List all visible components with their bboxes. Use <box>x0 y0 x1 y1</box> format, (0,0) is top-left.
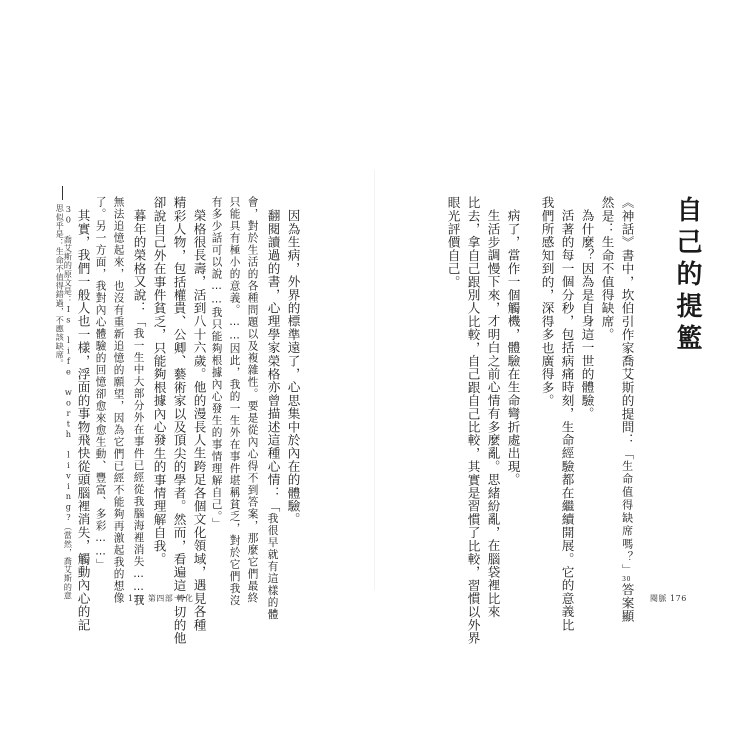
footnote: 30 喬艾斯的原文是：Is life worth living?（當然，喬艾斯的意思似乎是：生命不值得錯過，不應該缺席。 <box>55 204 74 600</box>
body-column: 《神話》書中，坎伯引作家喬艾斯的提問：「生命值得缺席嗎？」30答案顯 <box>619 196 635 623</box>
quote-column: 會，對於生活的各種問題以及複雜性。要是從內心得不到答案，那麼它們最終 <box>246 196 259 604</box>
quote-column: 只能具有極小的意義。……因此，我的一生外在事件堪稱貧乏，對於它們我沒 <box>228 196 241 607</box>
page-folio: 177 第四部 轉化 <box>128 594 194 603</box>
body-column: 眼光評價自己。 <box>445 196 461 289</box>
quote-column: 無法追憶起來，也沒有重新追憶的願望，因為它們已經不能夠再激起我的想像 <box>112 196 125 604</box>
body-column: 生活步調慢下來，才明白之前心情有多麼亂。思緒紛亂，在腦袋裡比來 <box>485 209 501 619</box>
page-folio: 閱脈 176 <box>650 594 687 603</box>
footnote-ref: 30 <box>622 576 632 583</box>
body-column: 因為生病，外界的標準遠了，心思集中於內在的體驗。 <box>285 209 301 526</box>
body-column: 其實，我們一般人也一樣，浮面的事物飛快從頭腦裡消失，觸動內心的記 <box>75 209 91 632</box>
quote-column: 有多少話可以說……我只能夠根據內心發生的事情理解自己。」 <box>210 196 223 530</box>
body-column: 精彩人物，包括權貴、公卿、藝術家以及頂尖的學者。然而，看遍這一切的他 <box>171 196 187 645</box>
page-gutter <box>374 170 375 590</box>
body-column: 活著的每一個分秒，包括病痛時刻，生命經驗都在繼續開展。它的意義比 <box>559 209 575 632</box>
footnote-rule <box>62 186 63 200</box>
body-column: 然是：生命不值得缺席。 <box>599 196 615 342</box>
inline-quote: 我一生中大部分外在事件已經從我腦海裡消失……我 <box>132 327 145 607</box>
body-column: 為什麼？因為是自身這一世的體驗。 <box>579 209 595 421</box>
body-column: 我們所感知到的，深得多也廣得多。 <box>539 196 555 408</box>
body-column: 病了，當作一個觸機，體驗在生命彎折處出現。 <box>505 209 521 487</box>
inline-quote: 我很早就有這樣的體 <box>266 512 279 621</box>
quote-column: 了。另一方面，我對內心體驗的回憶卻愈來愈生動、豐富、多彩……」 <box>94 196 107 571</box>
body-column: 比去，拿自己跟別人比較，自己跟自己比較，其實是習慣了比較，習慣以外界 <box>465 196 481 645</box>
body-column: 翻閱讀過的書，心理學家榮格亦曾描述這種心情：「我很早就有這樣的體 <box>265 209 281 621</box>
body-column: 榮格很長壽，活到八十六歲。他的漫長人生跨足各個文化領域，遇見各種 <box>191 209 207 632</box>
body-column: 暮年的榮格又說：「我一生中大部分外在事件已經從我腦海裡消失……我 <box>131 209 147 607</box>
chapter-title: 自己的提籃 <box>672 196 702 356</box>
body-column: 卻說自己外在事件貧乏，只能夠根據內心發生的事情理解自我。 <box>151 196 167 566</box>
inline-quote: 生命值得缺席嗎？」 <box>620 460 634 577</box>
